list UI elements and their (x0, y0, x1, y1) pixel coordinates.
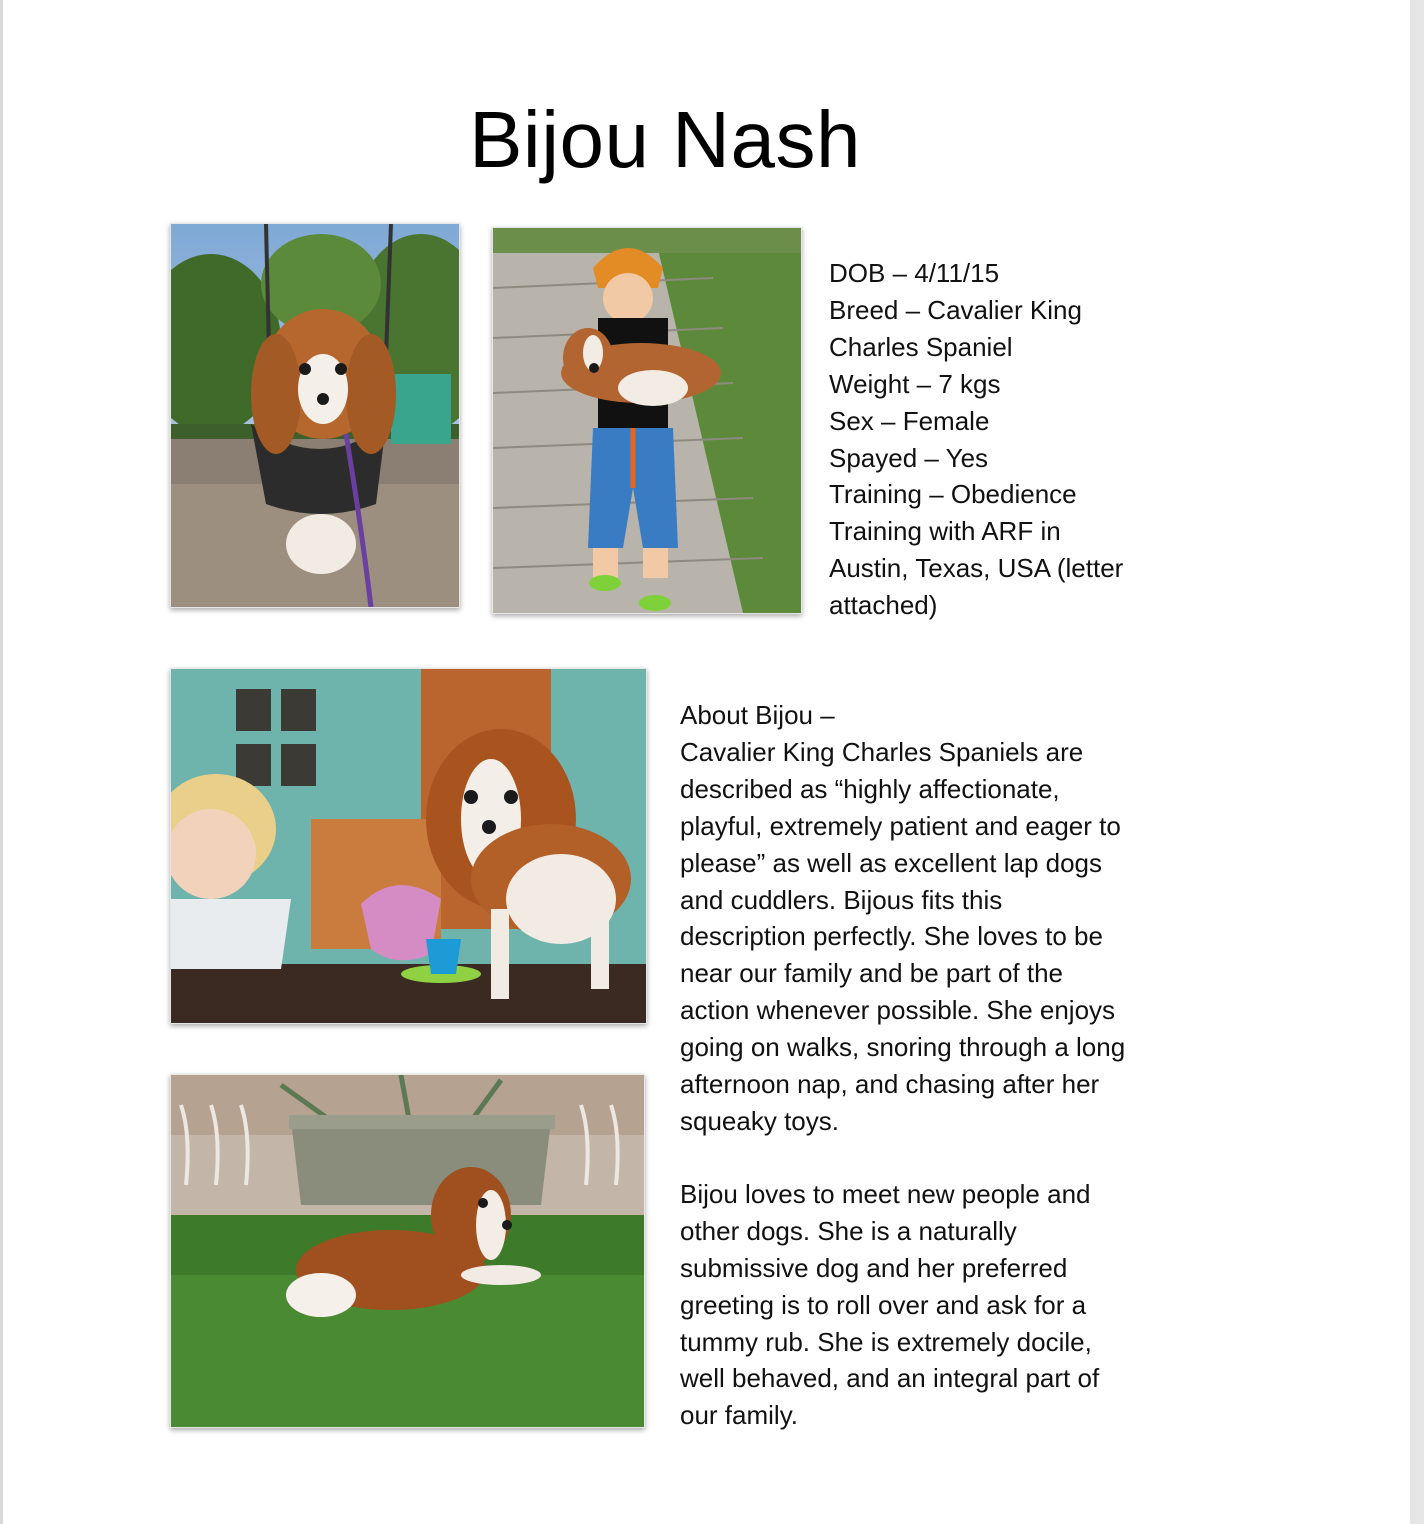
about-line: and cuddlers. Bijous fits this (680, 884, 1003, 915)
about-line: playful, extremely patient and eager to (680, 810, 1121, 841)
detail-line: Breed – Cavalier King (829, 294, 1082, 325)
about-line: action whenever possible. She enjoys (680, 995, 1116, 1026)
about-line: greeting is to roll over and ask for a (680, 1289, 1087, 1320)
about-line: afternoon nap, and chasing after her (680, 1069, 1100, 1100)
about-line: Cavalier King Charles Spaniels are (680, 736, 1084, 767)
detail-line: attached) (829, 590, 938, 621)
photo-dog-on-grass (170, 1074, 645, 1428)
detail-line: Austin, Texas, USA (letter (829, 553, 1124, 584)
photo-girl-tea-party-dog (170, 668, 647, 1024)
about-line: Bijou loves to meet new people and (680, 1178, 1091, 1209)
about-line: other dogs. She is a naturally (680, 1215, 1017, 1246)
detail-line: Training – Obedience (829, 479, 1077, 510)
detail-line: Charles Spaniel (829, 331, 1013, 362)
about-line: tummy rub. She is extremely docile, (680, 1326, 1092, 1357)
photo-dog-on-swing (170, 223, 460, 608)
page-title: Bijou Nash (469, 95, 861, 184)
detail-line: Training with ARF in (829, 516, 1061, 547)
detail-line: Sex – Female (829, 405, 990, 436)
dog-details (829, 255, 1169, 624)
about-line: described as “highly affectionate, (680, 773, 1060, 804)
paragraph-spacer (680, 1140, 1180, 1176)
about-line: description perfectly. She loves to be (680, 921, 1103, 952)
about-line: going on walks, snoring through a long (680, 1032, 1126, 1063)
about-line: squeaky toys. (680, 1105, 839, 1136)
detail-line: Spayed – Yes (829, 442, 989, 473)
about-section (680, 697, 1180, 1434)
about-heading: About Bijou – (680, 700, 835, 730)
about-line: our family. (680, 1400, 798, 1431)
detail-line: DOB – 4/11/15 (829, 258, 1000, 288)
detail-line: Weight – 7 kgs (829, 368, 1001, 399)
about-line: please” as well as excellent lap dogs (680, 847, 1103, 878)
photo-boy-carrying-dog (492, 227, 802, 614)
about-line: near our family and be part of the (680, 958, 1064, 989)
about-line: well behaved, and an integral part of (680, 1363, 1100, 1394)
about-line: submissive dog and her preferred (680, 1252, 1068, 1283)
